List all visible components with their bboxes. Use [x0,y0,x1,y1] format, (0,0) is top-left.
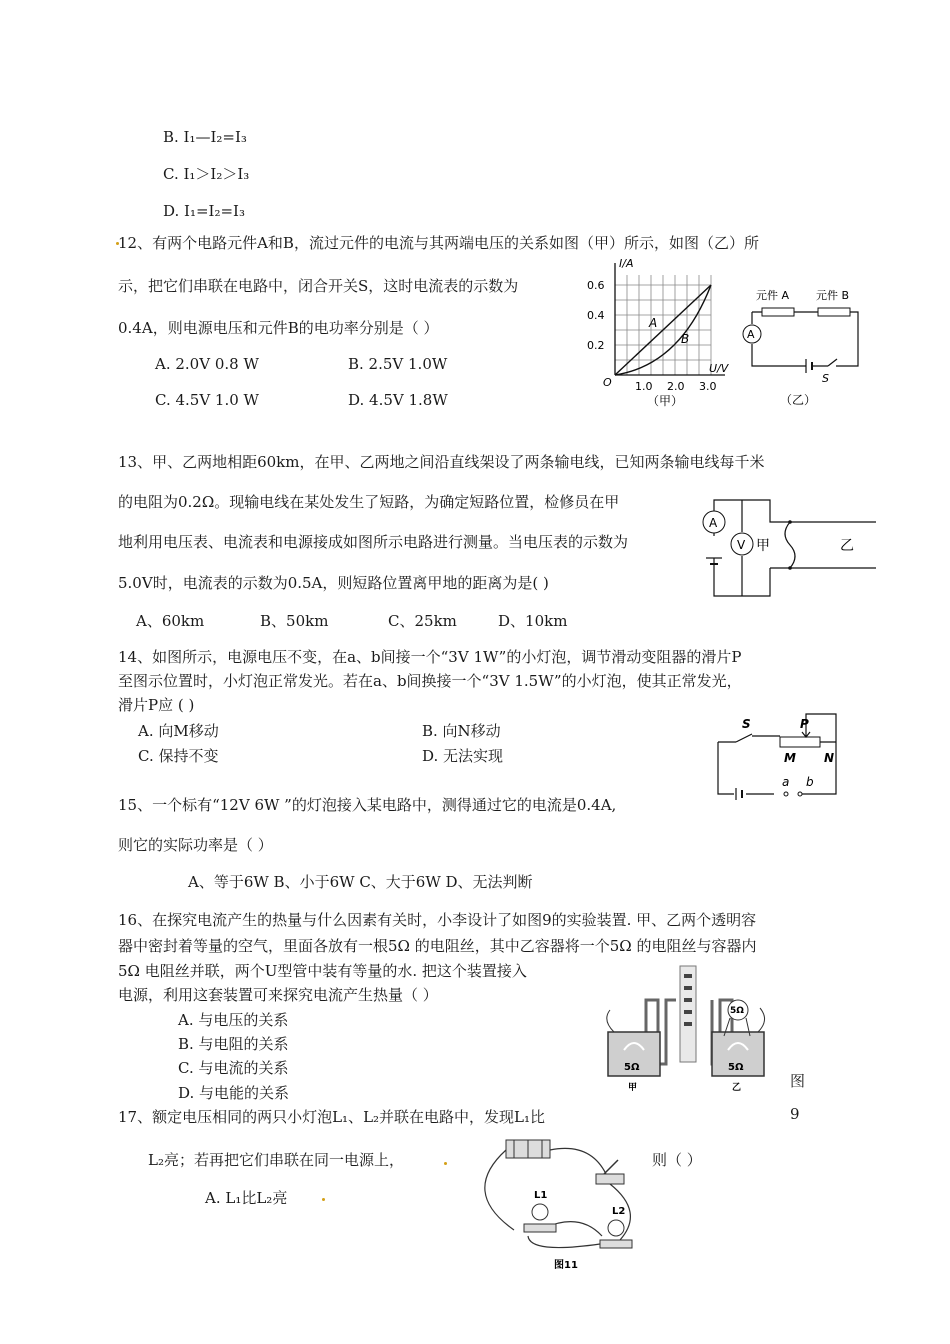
resistor-label-2: 5Ω [728,1062,744,1073]
q13-stem-line2: 的电阻为0.2Ω。现输电线在某处发生了短路，为确定短路位置，检修员在甲 [118,493,620,511]
q12-series-circuit [738,280,868,410]
q14-stem-line2: 至图示位置时，小灯泡正常发光。若在a、b间换接一个“3V 1.5W”的小灯泡，使其正常发光， [118,672,742,690]
yi-label: 乙 [840,538,854,554]
q16-stem-line2: 器中密封着等量的空气，里面各放有一根5Ω 的电阻丝，其中乙容器将一个5Ω 的电阻丝与容器内 [118,937,757,955]
terminal-m-label: M [784,751,796,765]
circuit-caption: （乙） [780,393,817,407]
rheostat-icon [780,737,820,747]
q13-option-d: D、10km [498,612,568,630]
switch-icon [828,359,837,366]
q17-stem-line2b: 则（ ） [652,1151,702,1169]
marker-dot [444,1162,447,1165]
q12-stem-line2: 示，把它们串联在电路中，闭合开关S，这时电流表的示数为 [118,277,519,295]
slider-p-label: P [800,717,809,731]
q14-option-b: B. 向N移动 [422,722,501,740]
q16-option-b: B. 与电阻的关系 [178,1035,289,1053]
graph-ylabel: I/A [619,257,634,270]
figure-11-caption: 图11 [554,1260,578,1271]
resistor-label-1: 5Ω [624,1062,640,1073]
q13-transmission-circuit [700,492,880,604]
q14-option-d: D. 无法实现 [422,747,504,765]
switch-s-label: S [742,717,751,731]
element-a-label: 元件 A [756,289,790,302]
element-b-resistor [818,308,850,316]
q11-option-c: C. I₁＞I₂＞I₃ [163,165,250,183]
q12-stem-line1: 12、有两个电路元件A和B，流过元件的电流与其两端电压的关系如图（甲）所示，如图（乙）所 [118,234,759,252]
yi-label: 乙 [732,1083,742,1093]
bulb-l1-label: L1 [534,1190,548,1201]
q17-bulb-circuit [470,1132,650,1272]
q15-stem-line1: 15、一个标有“12V 6W ”的灯泡接入某电路中，测得通过它的电流是0.4A, [118,796,617,814]
point-a-label: a [782,775,790,789]
q16-option-d: D. 与电能的关系 [178,1084,290,1102]
q14-option-c: C. 保持不变 [138,747,219,765]
figure-9-number: 9 [790,1105,800,1123]
q16-stem-line3: 5Ω 电阻丝并联，两个U型管中装有等量的水. 把这个装置接入 [118,962,527,980]
svg-text:A: A [709,516,718,530]
q17-stem-line1: 17、额定电压相同的两只小灯泡L₁、L₂并联在电路中，发现L₁比 [118,1108,546,1126]
q17-option-a: A. L₁比L₂亮 [205,1189,288,1207]
q12-option-b: B. 2.5V 1.0W [348,355,448,373]
q16-option-a: A. 与电压的关系 [178,1011,289,1029]
q12-option-a: A. 2.0V 0.8 W [155,355,259,373]
bulb-l1-icon [532,1204,548,1220]
q14-stem-line1: 14、如图所示，电源电压不变，在a、b间接一个“3V 1W”的小灯泡，调节滑动变阻器的滑片P [118,648,742,666]
q11-option-b: B. I₁—I₂=I₃ [163,128,247,146]
q13-option-c: C、25km [388,612,457,630]
element-a-resistor [762,308,794,316]
graph-xtick-1: 1.0 [635,380,653,393]
q14-rheostat-circuit [700,706,852,802]
graph-ytick-06: 0.6 [587,279,605,292]
q13-option-b: B、50km [260,612,329,630]
graph-xtick-3: 3.0 [699,380,717,393]
graph-xtick-2: 2.0 [667,380,685,393]
q17-stem-line2a: L₂亮；若再把它们串联在同一电源上， [148,1151,404,1169]
jia-label: 甲 [756,538,770,554]
q13-option-a: A、60km [136,612,205,630]
jia-label: 甲 [628,1083,638,1093]
graph-origin: O [603,376,612,389]
switch-icon [736,734,752,742]
terminal-n-label: N [824,751,835,765]
q13-stem-line4: 5.0V时，电流表的示数为0.5A，则短路位置离甲地的距离为是( ) [118,574,549,592]
svg-text:A: A [747,328,755,341]
q12-option-c: C. 4.5V 1.0 W [155,391,259,409]
q15-options: A、等于6W B、小于6W C、大于6W D、无法判断 [188,873,533,891]
bulb-l2-icon [608,1220,624,1236]
element-b-label: 元件 B [816,289,850,302]
switch-icon [596,1174,624,1184]
q15-stem-line2: 则它的实际功率是（ ） [118,836,273,854]
graph-caption: （甲） [647,394,684,408]
graph-xlabel: U/V [709,362,729,375]
q16-stem-line4: 电源，利用这套装置可来探究电流产生热量（ ） [118,986,438,1004]
curve-a-label: A [649,316,658,330]
graph-ytick-04: 0.4 [587,309,605,322]
q16-stem-line1: 16、在探究电流产生的热量与什么因素有关时，小李设计了如图9的实验装置. 甲、乙两个透明容 [118,911,757,929]
q13-stem-line3: 地利用电压表、电流表和电源接成如图所示电路进行测量。当电压表的示数为 [118,533,629,551]
q12-option-d: D. 4.5V 1.8W [348,391,448,409]
point-b-label: b [806,775,814,789]
q13-stem-line1: 13、甲、乙两地相距60km，在甲、乙两地之间沿直线架设了两条输电线，已知两条输电线每千米 [118,453,765,471]
q16-option-c: C. 与电流的关系 [178,1059,289,1077]
curve-b-label: B [681,332,690,346]
q11-option-d: D. I₁=I₂=I₃ [163,202,245,220]
resistor-label-3: 5Ω [730,1006,744,1016]
short-circuit-wire [785,522,795,568]
q12-stem-line3: 0.4A，则电源电压和元件B的电功率分别是（ ） [118,319,439,337]
q16-heat-apparatus [600,960,770,1093]
marker-dot [322,1198,325,1201]
svg-text:V: V [737,538,746,552]
switch-label: S [822,372,829,385]
bulb-l2-label: L2 [612,1206,626,1217]
q14-option-a: A. 向M移动 [138,722,219,740]
q12-iu-graph [585,255,735,410]
q14-stem-line3: 滑片P应 ( ) [118,696,195,714]
figure-9-tu: 图 [790,1072,806,1090]
graph-ytick-02: 0.2 [587,339,605,352]
